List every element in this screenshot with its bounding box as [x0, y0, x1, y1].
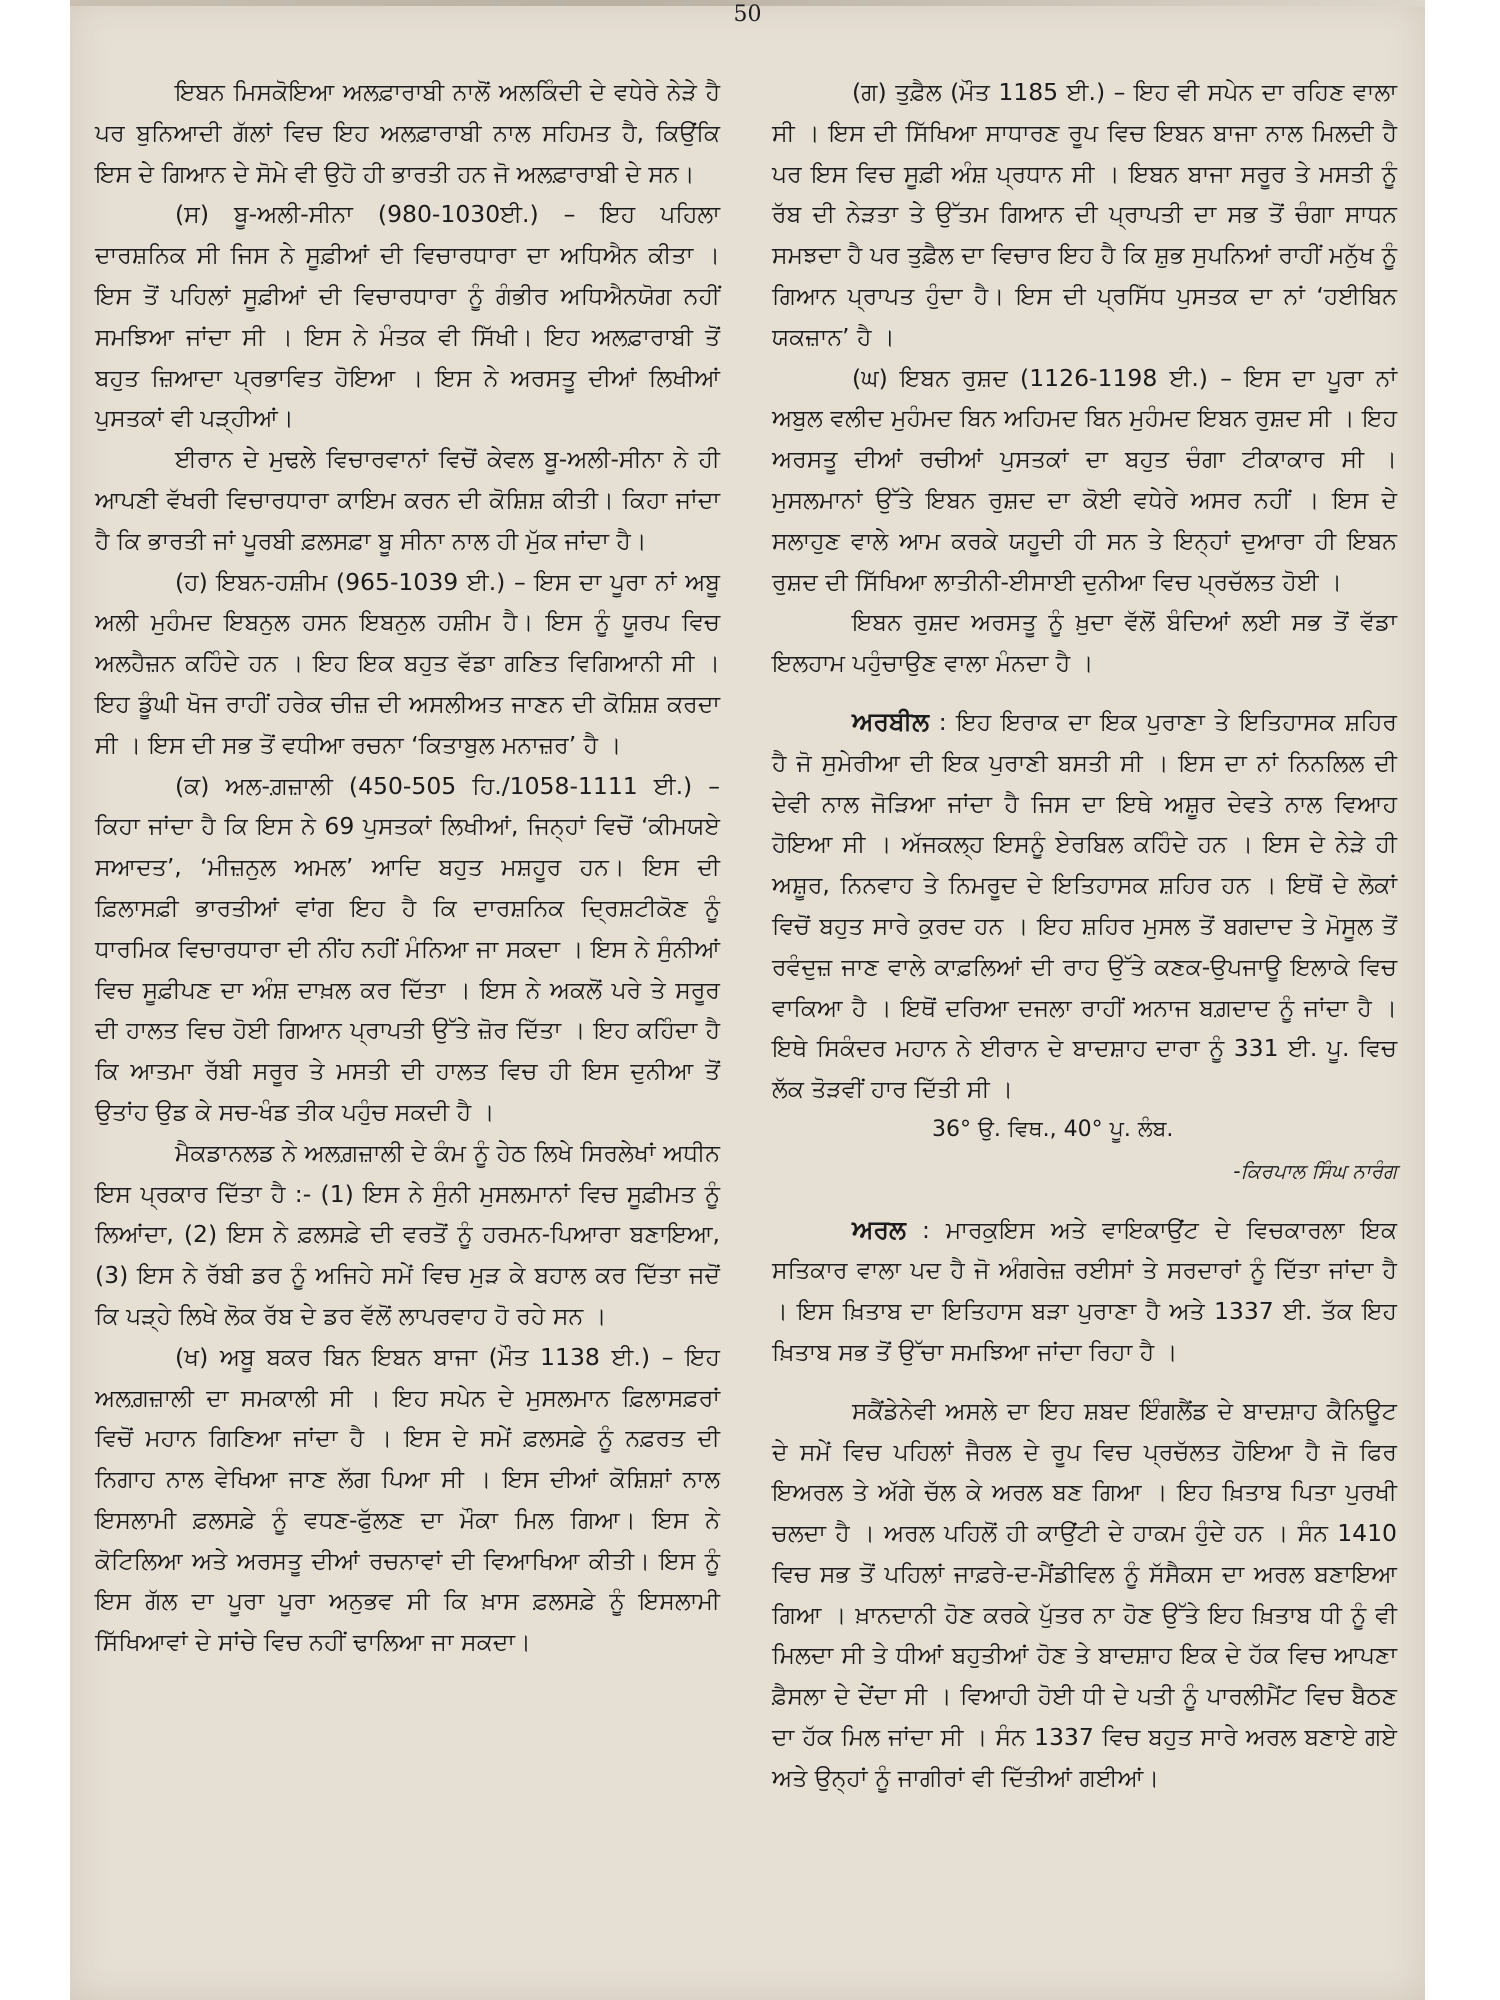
- page-number: 50: [733, 2, 762, 27]
- entry-gap: [772, 1192, 1397, 1210]
- entry-body-arbil: : ਇਹ ਇਰਾਕ ਦਾ ਇਕ ਪੁਰਾਣਾ ਤੇ ਇਤਿਹਾਸਕ ਸ਼ਹਿਰ ਹੈ ਜੋ ਸੁਮੇਰੀਆ ਦੀ ਇਕ ਪੁਰਾਣੀ ਬਸਤੀ ਸੀ । ਇਸ ਦਾ ਨਾਂ ਨਿਨਲਿਲ ਦੀ ਦੇਵੀ ਨਾਲ ਜੋੜਿਆ ਜਾਂਦਾ ਹੈ ਜਿਸ ਦਾ ਇਥੇ ਅਸ਼ੂਰ ਦੇਵਤੇ ਨਾਲ ਵਿਆਹ ਹੋਇਆ ਸੀ । ਅੱਜਕਲ੍ਹ ਇਸਨੂੰ ਏਰਬਿਲ ਕਹਿੰਦੇ ਹਨ । ਇਸ ਦੇ ਨੇੜੇ ਹੀ ਅਸ਼ੂਰ, ਨਿਨਵਾਹ ਤੇ ਨਿਮਰੂਦ ਦੇ ਇਤਿਹਾਸਕ ਸ਼ਹਿਰ ਹਨ । ਇਥੋਂ ਦੇ ਲੋਕਾਂ ਵਿਚੋਂ ਬਹੁਤ ਸਾਰੇ ਕੁਰਦ ਹਨ । ਇਹ ਸ਼ਹਿਰ ਮੁਸਲ ਤੋਂ ਬਗਦਾਦ ਤੇ ਮੋਸੂਲ ਤੋਂ ਰਵੰਦੁਜ਼ ਜਾਣ ਵਾਲੇ ਕਾਫ਼ਲਿਆਂ ਦੀ ਰਾਹ ਉੱਤੇ ਕਣਕ-ਉਪਜਾਊ ਇਲਾਕੇ ਵਿਚ ਵਾਕਿਆ ਹੈ । ਇਥੋਂ ਦਰਿਆ ਦਜਲਾ ਰਾਹੀਂ ਅਨਾਜ ਬਗ਼ਦਾਦ ਨੂੰ ਜਾਂਦਾ ਹੈ । ਇਥੇ ਸਿਕੰਦਰ ਮਹਾਨ ਨੇ ਈਰਾਨ ਦੇ ਬਾਦਸ਼ਾਹ ਦਾਰਾ ਨੂੰ 331 ਈ. ਪੂ. ਵਿਚ ਲੱਕ ਤੋੜਵੀਂ ਹਾਰ ਦਿੱਤੀ ਸੀ ।: [772, 707, 1397, 1104]
- paragraph-ibn-rushd-aristotle: ਇਬਨ ਰੁਸ਼ਦ ਅਰਸਤੂ ਨੂੰ ਖ਼ੁਦਾ ਵੱਲੋਂ ਬੰਦਿਆਂ ਲਈ ਸਭ ਤੋਂ ਵੱਡਾ ਇਲਹਾਮ ਪਹੁੰਚਾਉਣ ਵਾਲਾ ਮੰਨਦਾ ਹੈ ।: [772, 608, 1397, 678]
- right-column: [772, 72, 1397, 1799]
- entry-body-earl: : ਮਾਰਕੁਇਸ ਅਤੇ ਵਾਇਕਾਉਂਟ ਦੇ ਵਿਚਕਾਰਲਾ ਇਕ ਸਤਿਕਾਰ ਵਾਲਾ ਪਦ ਹੈ ਜੋ ਅੰਗਰੇਜ਼ ਰਈਸਾਂ ਤੇ ਸਰਦਾਰਾਂ ਨੂੰ ਦਿੱਤਾ ਜਾਂਦਾ ਹੈ । ਇਸ ਖ਼ਿਤਾਬ ਦਾ ਇਤਿਹਾਸ ਬੜਾ ਪੁਰਾਣਾ ਹੈ ਅਤੇ 1337 ਈ. ਤੱਕ ਇਹ ਖ਼ਿਤਾਬ ਸਭ ਤੋਂ ਉੱਚਾ ਸਮਝਿਆ ਜਾਂਦਾ ਰਿਹਾ ਹੈ ।: [772, 1215, 1397, 1366]
- paragraph-ibn-baja: (ਖ) ਅਬੂ ਬਕਰ ਬਿਨ ਇਬਨ ਬਾਜਾ (ਮੌਤ 1138 ਈ.) – ਇਹ ਅਲਗ਼ਜ਼ਾਲੀ ਦਾ ਸਮਕਾਲੀ ਸੀ । ਇਹ ਸਪੇਨ ਦੇ ਮੁਸਲਮਾਨ ਫ਼ਿਲਾਸਫ਼ਰਾਂ ਵਿਚੋਂ ਮਹਾਨ ਗਿਣਿਆ ਜਾਂਦਾ ਹੈ । ਇਸ ਦੇ ਸਮੇਂ ਫ਼ਲਸਫ਼ੇ ਨੂੰ ਨਫ਼ਰਤ ਦੀ ਨਿਗਾਹ ਨਾਲ ਵੇਖਿਆ ਜਾਣ ਲੱਗ ਪਿਆ ਸੀ । ਇਸ ਦੀਆਂ ਕੋਸ਼ਿਸ਼ਾਂ ਨਾਲ ਇਸਲਾਮੀ ਫ਼ਲਸਫ਼ੇ ਨੂੰ ਵਧਣ-ਫੁੱਲਣ ਦਾ ਮੌਕਾ ਮਿਲ ਗਿਆ। ਇਸ ਨੇ ਕੋਟਿਲਿਆ ਅਤੇ ਅਰਸਤੂ ਦੀਆਂ ਰਚਨਾਵਾਂ ਦੀ ਵਿਆਖਿਆ ਕੀਤੀ। ਇਸ ਨੂੰ ਇਸ ਗੱਲ ਦਾ ਪੂਰਾ ਪੂਰਾ ਅਨੁਭਵ ਸੀ ਕਿ ਖ਼ਾਸ ਫ਼ਲਸਫ਼ੇ ਨੂੰ ਇਸਲਾਮੀ ਸਿੱਖਿਆਵਾਂ ਦੇ ਸਾਂਚੇ ਵਿਚ ਨਹੀਂ ਢਾਲਿਆ ਜਾ ਸਕਦਾ।: [95, 1342, 720, 1657]
- entry-gap: [772, 1373, 1397, 1391]
- entry-heading-arbil: ਅਰਬੀਲ: [852, 706, 930, 736]
- arbil-author: -ਕਿਰਪਾਲ ਸਿੰਘ ਨਾਰੰਗ: [1233, 1158, 1397, 1183]
- entry-arbil: [772, 702, 1397, 1110]
- paragraph-al-ghazali: (ਕ) ਅਲ-ਗ਼ਜ਼ਾਲੀ (450-505 ਹਿ./1058-1111 ਈ.) – ਕਿਹਾ ਜਾਂਦਾ ਹੈ ਕਿ ਇਸ ਨੇ 69 ਪੁਸਤਕਾਂ ਲਿਖੀਆਂ, ਜਿਨ੍ਹਾਂ ਵਿਚੋਂ ‘ਕੀਮਯਏ ਸਆਦਤ’, ‘ਮੀਜ਼ਨੁਲ ਅਮਲ’ ਆਦਿ ਬਹੁਤ ਮਸ਼ਹੂਰ ਹਨ। ਇਸ ਦੀ ਫ਼ਿਲਾਸਫ਼ੀ ਭਾਰਤੀਆਂ ਵਾਂਗ ਇਹ ਹੈ ਕਿ ਦਾਰਸ਼ਨਿਕ ਦ੍ਰਿਸ਼ਟੀਕੋਣ ਨੂੰ ਧਾਰਮਿਕ ਵਿਚਾਰਧਾਰਾ ਦੀ ਨੀਂਹ ਨਹੀਂ ਮੰਨਿਆ ਜਾ ਸਕਦਾ । ਇਸ ਨੇ ਸੁੰਨੀਆਂ ਵਿਚ ਸੂਫ਼ੀਪਣ ਦਾ ਅੰਸ਼ ਦਾਖ਼ਲ ਕਰ ਦਿੱਤਾ । ਇਸ ਨੇ ਅਕਲੋਂ ਪਰੇ ਤੇ ਸਰੂਰ ਦੀ ਹਾਲਤ ਵਿਚ ਹੋਈ ਗਿਆਨ ਪ੍ਰਾਪਤੀ ਉੱਤੇ ਜ਼ੋਰ ਦਿੱਤਾ । ਇਹ ਕਹਿੰਦਾ ਹੈ ਕਿ ਆਤਮਾ ਰੱਬੀ ਸਰੂਰ ਤੇ ਮਸਤੀ ਦੀ ਹਾਲਤ ਵਿਚ ਹੀ ਇਸ ਦੁਨੀਆ ਤੋਂ ਉਤਾਂਹ ਉਡ ਕੇ ਸਚ-ਖੰਡ ਤੀਕ ਪਹੁੰਚ ਸਕਦੀ ਹੈ ।: [95, 771, 720, 1126]
- paragraph-tufail: (ਗ) ਤੁਫ਼ੈਲ (ਮੌਤ 1185 ਈ.) – ਇਹ ਵੀ ਸਪੇਨ ਦਾ ਰਹਿਣ ਵਾਲਾ ਸੀ । ਇਸ ਦੀ ਸਿੱਖਿਆ ਸਾਧਾਰਣ ਰੂਪ ਵਿਚ ਇਬਨ ਬਾਜਾ ਨਾਲ ਮਿਲਦੀ ਹੈ ਪਰ ਇਸ ਵਿਚ ਸੂਫ਼ੀ ਅੰਸ਼ ਪ੍ਰਧਾਨ ਸੀ । ਇਬਨ ਬਾਜਾ ਸਰੂਰ ਤੇ ਮਸਤੀ ਨੂੰ ਰੱਬ ਦੀ ਨੇੜਤਾ ਤੇ ਉੱਤਮ ਗਿਆਨ ਦੀ ਪ੍ਰਾਪਤੀ ਦਾ ਸਭ ਤੋਂ ਚੰਗਾ ਸਾਧਨ ਸਮਝਦਾ ਹੈ ਪਰ ਤੁਫ਼ੈਲ ਦਾ ਵਿਚਾਰ ਇਹ ਹੈ ਕਿ ਸ਼ੁਭ ਸੁਪਨਿਆਂ ਰਾਹੀਂ ਮਨੁੱਖ ਨੂੰ ਗਿਆਨ ਪ੍ਰਾਪਤ ਹੁੰਦਾ ਹੈ। ਇਸ ਦੀ ਪ੍ਰਸਿੱਧ ਪੁਸਤਕ ਦਾ ਨਾਂ ‘ਹਈਬਿਨ ਯਕਜ਼ਾਨ’ ਹੈ ।: [772, 78, 1397, 351]
- entry-gap: [772, 684, 1397, 702]
- paragraph-ibn-miskawayh: ਇਬਨ ਮਿਸਕੋਇਆ ਅਲਫ਼ਾਰਾਬੀ ਨਾਲੋਂ ਅਲਕਿੰਦੀ ਦੇ ਵਧੇਰੇ ਨੇੜੇ ਹੈ ਪਰ ਬੁਨਿਆਦੀ ਗੱਲਾਂ ਵਿਚ ਇਹ ਅਲਫ਼ਾਰਾਬੀ ਨਾਲ ਸਹਿਮਤ ਹੈ, ਕਿਉਂਕਿ ਇਸ ਦੇ ਗਿਆਨ ਦੇ ਸੋਮੇ ਵੀ ਉਹੋ ਹੀ ਭਾਰਤੀ ਹਨ ਜੋ ਅਲਫ਼ਾਰਾਬੀ ਦੇ ਸਨ।: [95, 78, 720, 188]
- entry-earl: [772, 1210, 1397, 1373]
- paragraph-macdonald: ਮੈਕਡਾਨਲਡ ਨੇ ਅਲਗ਼ਜ਼ਾਲੀ ਦੇ ਕੰਮ ਨੂੰ ਹੇਠ ਲਿਖੇ ਸਿਰਲੇਖਾਂ ਅਧੀਨ ਇਸ ਪ੍ਰਕਾਰ ਦਿੱਤਾ ਹੈ :- (1) ਇਸ ਨੇ ਸੁੰਨੀ ਮੁਸਲਮਾਨਾਂ ਵਿਚ ਸੂਫ਼ੀਮਤ ਨੂੰ ਲਿਆਂਦਾ, (2) ਇਸ ਨੇ ਫ਼ਲਸਫ਼ੇ ਦੀ ਵਰਤੋਂ ਨੂੰ ਹਰਮਨ-ਪਿਆਰਾ ਬਣਾਇਆ, (3) ਇਸ ਨੇ ਰੱਬੀ ਡਰ ਨੂੰ ਅਜਿਹੇ ਸਮੇਂ ਵਿਚ ਮੁੜ ਕੇ ਬਹਾਲ ਕਰ ਦਿੱਤਾ ਜਦੋਂ ਕਿ ਪੜ੍ਹੇ ਲਿਖੇ ਲੋਕ ਰੱਬ ਦੇ ਡਰ ਵੱਲੋਂ ਲਾਪਰਵਾਹ ਹੋ ਰਹੇ ਸਨ ।: [95, 1138, 720, 1330]
- encyclopedia-page: [70, 0, 1425, 2000]
- paragraph-bu-ali-sina: (ਸ) ਬੂ-ਅਲੀ-ਸੀਨਾ (980-1030ਈ.) – ਇਹ ਪਹਿਲਾ ਦਾਰਸ਼ਨਿਕ ਸੀ ਜਿਸ ਨੇ ਸੂਫ਼ੀਆਂ ਦੀ ਵਿਚਾਰਧਾਰਾ ਦਾ ਅਧਿਐਨ ਕੀਤਾ । ਇਸ ਤੋਂ ਪਹਿਲਾਂ ਸੂਫ਼ੀਆਂ ਦੀ ਵਿਚਾਰਧਾਰਾ ਨੂੰ ਗੰਭੀਰ ਅਧਿਐਨਯੋਗ ਨਹੀਂ ਸਮਝਿਆ ਜਾਂਦਾ ਸੀ । ਇਸ ਨੇ ਮੰਤਕ ਵੀ ਸਿੱਖੀ। ਇਹ ਅਲਫ਼ਾਰਾਬੀ ਤੋਂ ਬਹੁਤ ਜ਼ਿਆਦਾ ਪ੍ਰਭਾਵਿਤ ਹੋਇਆ । ਇਸ ਨੇ ਅਰਸਤੂ ਦੀਆਂ ਲਿਖੀਆਂ ਪੁਸਤਕਾਂ ਵੀ ਪੜ੍ਹੀਆਂ।: [95, 200, 720, 433]
- paragraph-ibn-hashim: (ਹ) ਇਬਨ-ਹਸ਼ੀਮ (965-1039 ਈ.) – ਇਸ ਦਾ ਪੂਰਾ ਨਾਂ ਅਬੂ ਅਲੀ ਮੁਹੰਮਦ ਇਬਨੁਲ ਹਸਨ ਇਬਨੁਲ ਹਸ਼ੀਮ ਹੈ। ਇਸ ਨੂੰ ਯੂਰਪ ਵਿਚ ਅਲਹੈਜ਼ਨ ਕਹਿੰਦੇ ਹਨ । ਇਹ ਇਕ ਬਹੁਤ ਵੱਡਾ ਗਣਿਤ ਵਿਗਿਆਨੀ ਸੀ । ਇਹ ਡੂੰਘੀ ਖੋਜ ਰਾਹੀਂ ਹਰੇਕ ਚੀਜ਼ ਦੀ ਅਸਲੀਅਤ ਜਾਣਨ ਦੀ ਕੋਸ਼ਿਸ਼ ਕਰਦਾ ਸੀ । ਇਸ ਦੀ ਸਭ ਤੋਂ ਵਧੀਆ ਰਚਨਾ ‘ਕਿਤਾਬੁਲ ਮਨਾਜ਼ਰ’ ਹੈ ।: [95, 567, 720, 759]
- entry-heading-earl: ਅਰਲ: [852, 1214, 906, 1244]
- left-column: [95, 72, 720, 1663]
- paragraph-ibn-rushd: (ਘ) ਇਬਨ ਰੁਸ਼ਦ (1126-1198 ਈ.) – ਇਸ ਦਾ ਪੂਰਾ ਨਾਂ ਅਬੁਲ ਵਲੀਦ ਮੁਹੰਮਦ ਬਿਨ ਅਹਿਮਦ ਬਿਨ ਮੁਹੰਮਦ ਇਬਨ ਰੁਸ਼ਦ ਸੀ । ਇਹ ਅਰਸਤੂ ਦੀਆਂ ਰਚੀਆਂ ਪੁਸਤਕਾਂ ਦਾ ਬਹੁਤ ਚੰਗਾ ਟੀਕਾਕਾਰ ਸੀ । ਮੁਸਲਮਾਨਾਂ ਉੱਤੇ ਇਬਨ ਰੁਸ਼ਦ ਦਾ ਕੋਈ ਵਧੇਰੇ ਅਸਰ ਨਹੀਂ । ਇਸ ਦੇ ਸਲਾਹੁਣ ਵਾਲੇ ਆਮ ਕਰਕੇ ਯਹੂਦੀ ਹੀ ਸਨ ਤੇ ਇਨ੍ਹਾਂ ਦੁਆਰਾ ਹੀ ਇਬਨ ਰੁਸ਼ਦ ਦੀ ਸਿੱਖਿਆ ਲਾਤੀਨੀ-ਈਸਾਈ ਦੁਨੀਆ ਵਿਚ ਪ੍ਰਚੱਲਤ ਹੋਈ ।: [772, 363, 1397, 596]
- paragraph-earl-history: ਸਕੈਂਡੇਨੇਵੀ ਅਸਲੇ ਦਾ ਇਹ ਸ਼ਬਦ ਇੰਗਲੈਂਡ ਦੇ ਬਾਦਸ਼ਾਹ ਕੈਨਿਊਟ ਦੇ ਸਮੇਂ ਵਿਚ ਪਹਿਲਾਂ ਜੈਰਲ ਦੇ ਰੂਪ ਵਿਚ ਪ੍ਰਚੱਲਤ ਹੋਇਆ ਹੈ ਜੋ ਫਿਰ ਇਅਰਲ ਤੇ ਅੱਗੇ ਚੱਲ ਕੇ ਅਰਲ ਬਣ ਗਿਆ । ਇਹ ਖ਼ਿਤਾਬ ਪਿਤਾ ਪੁਰਖੀ ਚਲਦਾ ਹੈ । ਅਰਲ ਪਹਿਲੋਂ ਹੀ ਕਾਉਂਟੀ ਦੇ ਹਾਕਮ ਹੁੰਦੇ ਹਨ । ਸੰਨ 1410 ਵਿਚ ਸਭ ਤੋਂ ਪਹਿਲਾਂ ਜਾਫ਼ਰੇ-ਦ-ਮੈਂਡੀਵਿਲ ਨੂੰ ਸੱਸੈਕਸ ਦਾ ਅਰਲ ਬਣਾਇਆ ਗਿਆ । ਖ਼ਾਨਦਾਨੀ ਹੋਣ ਕਰਕੇ ਪੁੱਤਰ ਨਾ ਹੋਣ ਉੱਤੇ ਇਹ ਖ਼ਿਤਾਬ ਧੀ ਨੂੰ ਵੀ ਮਿਲਦਾ ਸੀ ਤੇ ਧੀਆਂ ਬਹੁਤੀਆਂ ਹੋਣ ਤੇ ਬਾਦਸ਼ਾਹ ਇਕ ਦੇ ਹੱਕ ਵਿਚ ਆਪਣਾ ਫ਼ੈਸਲਾ ਦੇ ਦੇਂਦਾ ਸੀ । ਵਿਆਹੀ ਹੋਈ ਧੀ ਦੇ ਪਤੀ ਨੂੰ ਪਾਰਲੀਮੈਂਟ ਵਿਚ ਬੈਠਣ ਦਾ ਹੱਕ ਮਿਲ ਜਾਂਦਾ ਸੀ । ਸੰਨ 1337 ਵਿਚ ਬਹੁਤ ਸਾਰੇ ਅਰਲ ਬਣਾਏ ਗਏ ਅਤੇ ਉਨ੍ਹਾਂ ਨੂੰ ਜਾਗੀਰਾਂ ਵੀ ਦਿੱਤੀਆਂ ਗਈਆਂ।: [772, 1396, 1397, 1792]
- paragraph-iranian-thinkers: ਈਰਾਨ ਦੇ ਮੁਢਲੇ ਵਿਚਾਰਵਾਨਾਂ ਵਿਚੋਂ ਕੇਵਲ ਬੂ-ਅਲੀ-ਸੀਨਾ ਨੇ ਹੀ ਆਪਣੀ ਵੱਖਰੀ ਵਿਚਾਰਧਾਰਾ ਕਾਇਮ ਕਰਨ ਦੀ ਕੋਸ਼ਿਸ਼ ਕੀਤੀ। ਕਿਹਾ ਜਾਂਦਾ ਹੈ ਕਿ ਭਾਰਤੀ ਜਾਂ ਪੂਰਬੀ ਫ਼ਲਸਫ਼ਾ ਬੂ ਸੀਨਾ ਨਾਲ ਹੀ ਮੁੱਕ ਜਾਂਦਾ ਹੈ।: [95, 445, 720, 555]
- arbil-coordinates: 36° ਉ. ਵਿਥ., 40° ਪੂ. ਲੰਬ.: [932, 1116, 1174, 1142]
